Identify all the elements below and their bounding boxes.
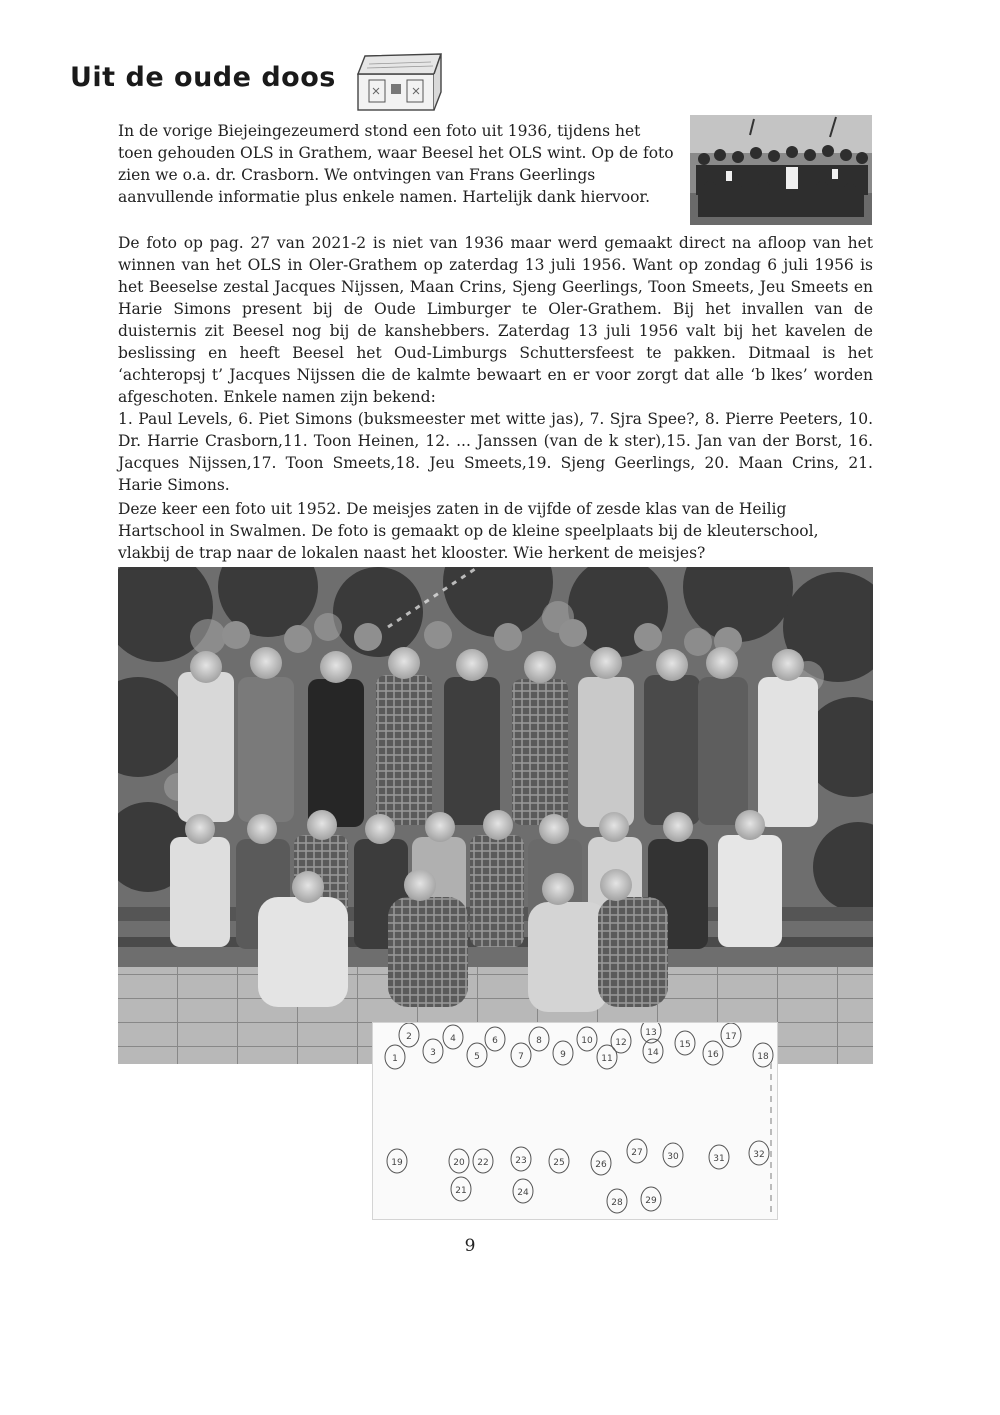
svg-text:17: 17 (725, 1032, 737, 1042)
svg-text:15: 15 (679, 1040, 691, 1050)
legend-number-17 (721, 1023, 741, 1047)
legend-number-1 (385, 1045, 405, 1069)
svg-text:22: 22 (477, 1158, 489, 1168)
legend-number-9 (553, 1041, 573, 1065)
names-paragraph: 1. Paul Levels, 6. Piet Simons (buksmeester met witte jas), 7. Sjra Spee?, 8. Pierre Peeters, 10. Dr. Harrie Crasborn,11. Toon Heinen, 12. ... Janssen (van de k ster),15. Jan van der Borst, 16. Jacques Nijssen,17. Toon Smeets,18. Jeu Smeets,19. Sjeng Geerlings, 20. Maan Crins, 21. Harie Simons. (118, 410, 873, 494)
thumbnail-photo-1956 (690, 115, 872, 225)
page-title: Uit de oude doos (70, 62, 336, 93)
svg-text:21: 21 (455, 1186, 467, 1196)
legend-number-31 (709, 1145, 729, 1169)
legend-number-12 (611, 1029, 631, 1053)
svg-text:29: 29 (645, 1196, 657, 1206)
svg-text:25: 25 (553, 1158, 565, 1168)
svg-text:8: 8 (536, 1036, 542, 1046)
page-number: 9 (464, 1236, 476, 1256)
svg-text:14: 14 (647, 1048, 659, 1058)
legend-number-15 (675, 1031, 695, 1055)
class-photo-1952 (118, 567, 873, 1064)
svg-text:5: 5 (474, 1052, 480, 1062)
svg-text:19: 19 (391, 1158, 403, 1168)
svg-text:9: 9 (560, 1050, 566, 1060)
legend-number-4 (443, 1025, 463, 1049)
legend-number-8 (529, 1027, 549, 1051)
legend-number-25 (549, 1149, 569, 1173)
svg-text:30: 30 (667, 1152, 679, 1162)
svg-text:18: 18 (757, 1052, 769, 1062)
legend-number-22 (473, 1149, 493, 1173)
svg-text:23: 23 (515, 1156, 527, 1166)
legend-number-20 (449, 1149, 469, 1173)
svg-text:6: 6 (492, 1036, 498, 1046)
svg-text:28: 28 (611, 1198, 623, 1208)
svg-text:31: 31 (713, 1154, 725, 1164)
legend-number-3 (423, 1039, 443, 1063)
legend-number-32 (749, 1141, 769, 1165)
legend-number-29 (641, 1187, 661, 1211)
svg-text:7: 7 (518, 1052, 524, 1062)
legend-number-21 (451, 1177, 471, 1201)
intro-paragraph: In de vorige Biejeingezeumerd stond een foto uit 1936, tijdens het toen gehouden OLS in Grathem, waar Beesel het OLS wint. Op de foto zien we o.a. dr. Crasborn. We ontvingen van Frans Geerlings aanvullende informatie plus enkele namen. Hartelijk dank hiervoor. (118, 122, 674, 206)
legend-number-2 (399, 1023, 419, 1047)
new-photo-paragraph: Deze keer een foto uit 1952. De meisjes zaten in de vijfde of zesde klas van de Heilig Hartschool in Swalmen. De foto is gemaakt op de kleine speelplaats bij de kleuterschool, vlakbij de trap naar de lokalen naast het klooster. Wie herkent de meisjes? (118, 500, 819, 562)
svg-text:11: 11 (601, 1054, 613, 1064)
svg-text:26: 26 (595, 1160, 607, 1170)
treasure-box-icon (355, 48, 443, 114)
legend-number-26 (591, 1151, 611, 1175)
svg-text:20: 20 (453, 1158, 465, 1168)
legend-number-27 (627, 1139, 647, 1163)
legend-number-19 (387, 1149, 407, 1173)
legend-number-10 (577, 1027, 597, 1051)
numbering-key-sketch (372, 1022, 778, 1220)
legend-number-28 (607, 1189, 627, 1213)
legend-number-7 (511, 1043, 531, 1067)
svg-text:2: 2 (406, 1032, 412, 1042)
legend-number-24 (513, 1179, 533, 1203)
svg-text:13: 13 (645, 1028, 657, 1038)
legend-number-5 (467, 1043, 487, 1067)
svg-text:24: 24 (517, 1188, 529, 1198)
legend-number-30 (663, 1143, 683, 1167)
svg-text:32: 32 (753, 1150, 765, 1160)
svg-text:4: 4 (450, 1034, 456, 1044)
correction-paragraph: De foto op pag. 27 van 2021-2 is niet van 1936 maar werd gemaakt direct na afloop van het winnen van het OLS in Oler-Grathem op zaterdag 13 juli 1956. Want op zondag 6 juli 1956 is het Beeselse zestal Jacques Nijssen, Maan Crins, Sjeng Geerlings, Toon Smeets, Jeu Smeets en Harie Simons present bij de Oude Limburger te Oler-Grathem. Bij het invallen van de duisternis zit Beesel nog bij de kanshebbers. Zaterdag 13 juli 1956 valt bij het kavelen de beslissing en heeft Beesel het Oud-Limburgs Schuttersfeest te pakken. Ditmaal is het ‘achteropsj t’ Jacques Nijssen die de kalmte bewaart en er voor zorgt dat alle ‘b lkes’ worden afgeschoten. Enkele namen zijn bekend: (118, 234, 873, 406)
svg-text:1: 1 (392, 1054, 398, 1064)
svg-text:27: 27 (631, 1148, 643, 1158)
svg-text:3: 3 (430, 1048, 436, 1058)
legend-number-11 (597, 1045, 617, 1069)
legend-number-6 (485, 1027, 505, 1051)
svg-text:16: 16 (707, 1050, 719, 1060)
legend-number-16 (703, 1041, 723, 1065)
legend-number-23 (511, 1147, 531, 1171)
svg-text:12: 12 (615, 1038, 627, 1048)
svg-text:10: 10 (581, 1036, 593, 1046)
